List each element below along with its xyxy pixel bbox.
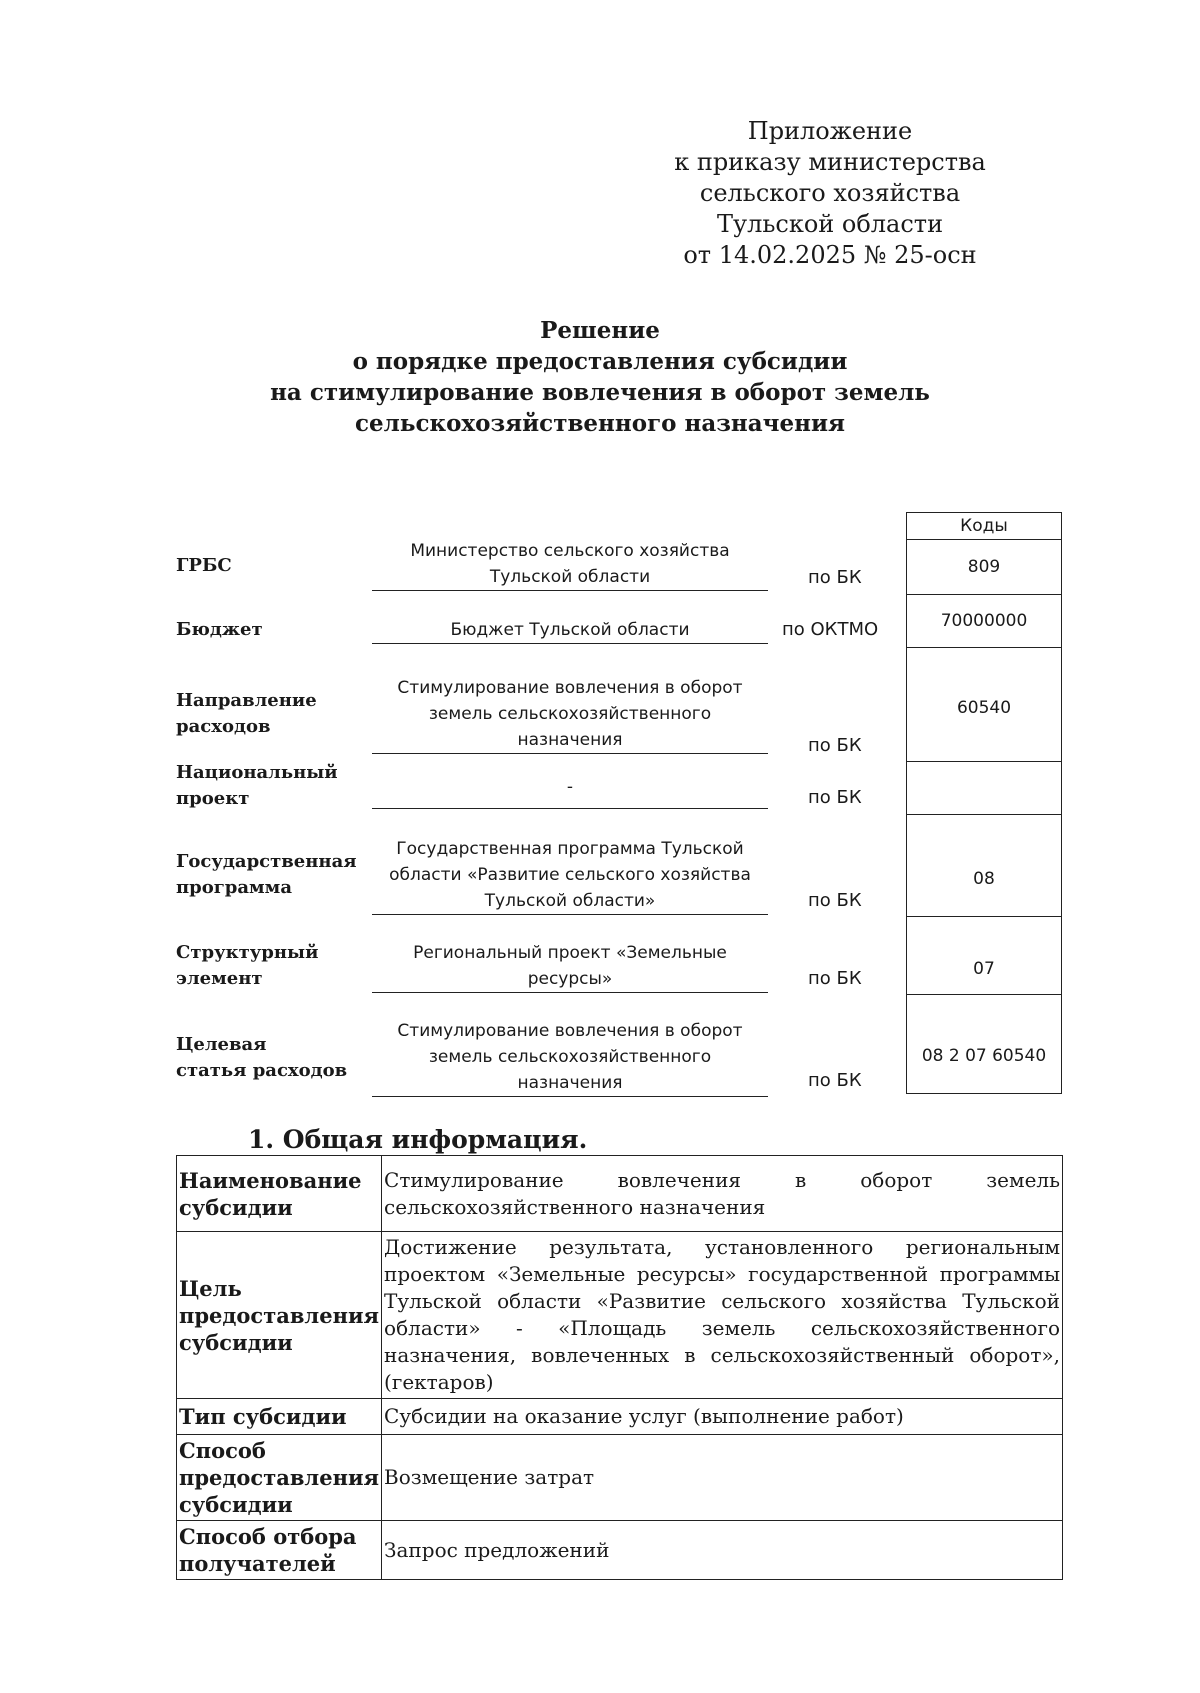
- general-info-table: [176, 1155, 1063, 1580]
- title-line: о порядке предоставления субсидии: [352, 348, 848, 375]
- po-bk-structural-element: по БК: [808, 968, 862, 989]
- label-grbs: ГРБС: [176, 555, 232, 576]
- table-row: [177, 1521, 1063, 1580]
- code-target-article: 08 2 07 60540: [921, 1046, 1047, 1066]
- code-state-program: 08: [973, 869, 995, 889]
- appendix-header: [640, 116, 1020, 271]
- label-structural-element: Структурный элемент: [176, 942, 319, 989]
- info-value: Субсидии на оказание услуг (выполнение работ): [382, 1399, 1063, 1435]
- info-value: Запрос предложений: [382, 1521, 1063, 1580]
- info-key: Тип субсидии: [177, 1399, 382, 1435]
- appendix-line: Приложение: [747, 117, 913, 145]
- value-budget: Бюджет Тульской области: [372, 617, 768, 644]
- code-grbs: 809: [967, 557, 1001, 577]
- value-state-program: Государственная программа Тульской области «Развитие сельского хозяйства Тульской области»: [372, 836, 768, 915]
- info-value: Достижение результата, установленного региональным проектом «Земельные ресурсы» государственной программы Тульской области «Развитие сельского хозяйства Тульской области» - «Площадь земель сельскохозяйственного назначения, вовлеченных в сельскохозяйственный оборот», (гектаров): [382, 1232, 1063, 1399]
- code-direction: 60540: [956, 698, 1012, 718]
- appendix-line: к приказу министерства: [674, 148, 986, 176]
- table-row: [177, 1232, 1063, 1399]
- title-line: Решение: [540, 317, 660, 344]
- info-key: Способ предоставления субсидии: [177, 1435, 382, 1521]
- po-bk-grbs: по БК: [808, 567, 862, 588]
- label-target-article: Целевая статья расходов: [176, 1034, 348, 1081]
- table-row: [177, 1399, 1063, 1435]
- po-bk-target-article: по БК: [808, 1070, 862, 1091]
- po-bk-direction: по БК: [808, 735, 862, 756]
- value-target-article: Стимулирование вовлечения в оборот земель сельскохозяйственного назначения: [372, 1018, 768, 1097]
- label-national-project: Национальный проект: [176, 762, 338, 809]
- label-direction: Направление расходов: [176, 690, 317, 737]
- appendix-line: Тульской области: [716, 210, 944, 238]
- value-national-project: -: [372, 774, 768, 809]
- document-title: [150, 315, 1050, 439]
- po-bk-national-project: по БК: [808, 787, 862, 808]
- value-direction: Стимулирование вовлечения в оборот земель сельскохозяйственного назначения: [372, 675, 768, 754]
- po-oktmo-budget: по ОКТМО: [782, 619, 879, 640]
- info-value: Возмещение затрат: [382, 1435, 1063, 1521]
- info-key: Наименование субсидии: [177, 1156, 382, 1232]
- title-line: на стимулирование вовлечения в оборот земель: [270, 379, 930, 406]
- appendix-date-number: от 14.02.2025 № 25-осн: [683, 241, 977, 269]
- info-value: Стимулирование вовлечения в оборот земель сельскохозяйственного назначения: [382, 1156, 1063, 1232]
- code-structural-element: 07: [973, 959, 995, 979]
- table-row: [177, 1435, 1063, 1521]
- appendix-line: сельского хозяйства: [699, 179, 961, 207]
- section-heading: 1. Общая информация.: [248, 1125, 588, 1154]
- info-key: Способ отбора получателей: [177, 1521, 382, 1580]
- value-grbs: Министерство сельского хозяйства Тульской области: [372, 538, 768, 591]
- codes-box: [906, 512, 1062, 1094]
- codes-header: Коды: [960, 516, 1008, 536]
- table-row: [177, 1156, 1063, 1232]
- label-state-program: Государственная программа: [176, 851, 357, 898]
- label-budget: Бюджет: [176, 619, 263, 640]
- info-key: Цель предоставления субсидии: [177, 1232, 382, 1399]
- po-bk-state-program: по БК: [808, 890, 862, 911]
- title-line: сельскохозяйственного назначения: [354, 410, 846, 437]
- value-structural-element: Региональный проект «Земельные ресурсы»: [372, 940, 768, 993]
- code-budget: 70000000: [940, 611, 1028, 631]
